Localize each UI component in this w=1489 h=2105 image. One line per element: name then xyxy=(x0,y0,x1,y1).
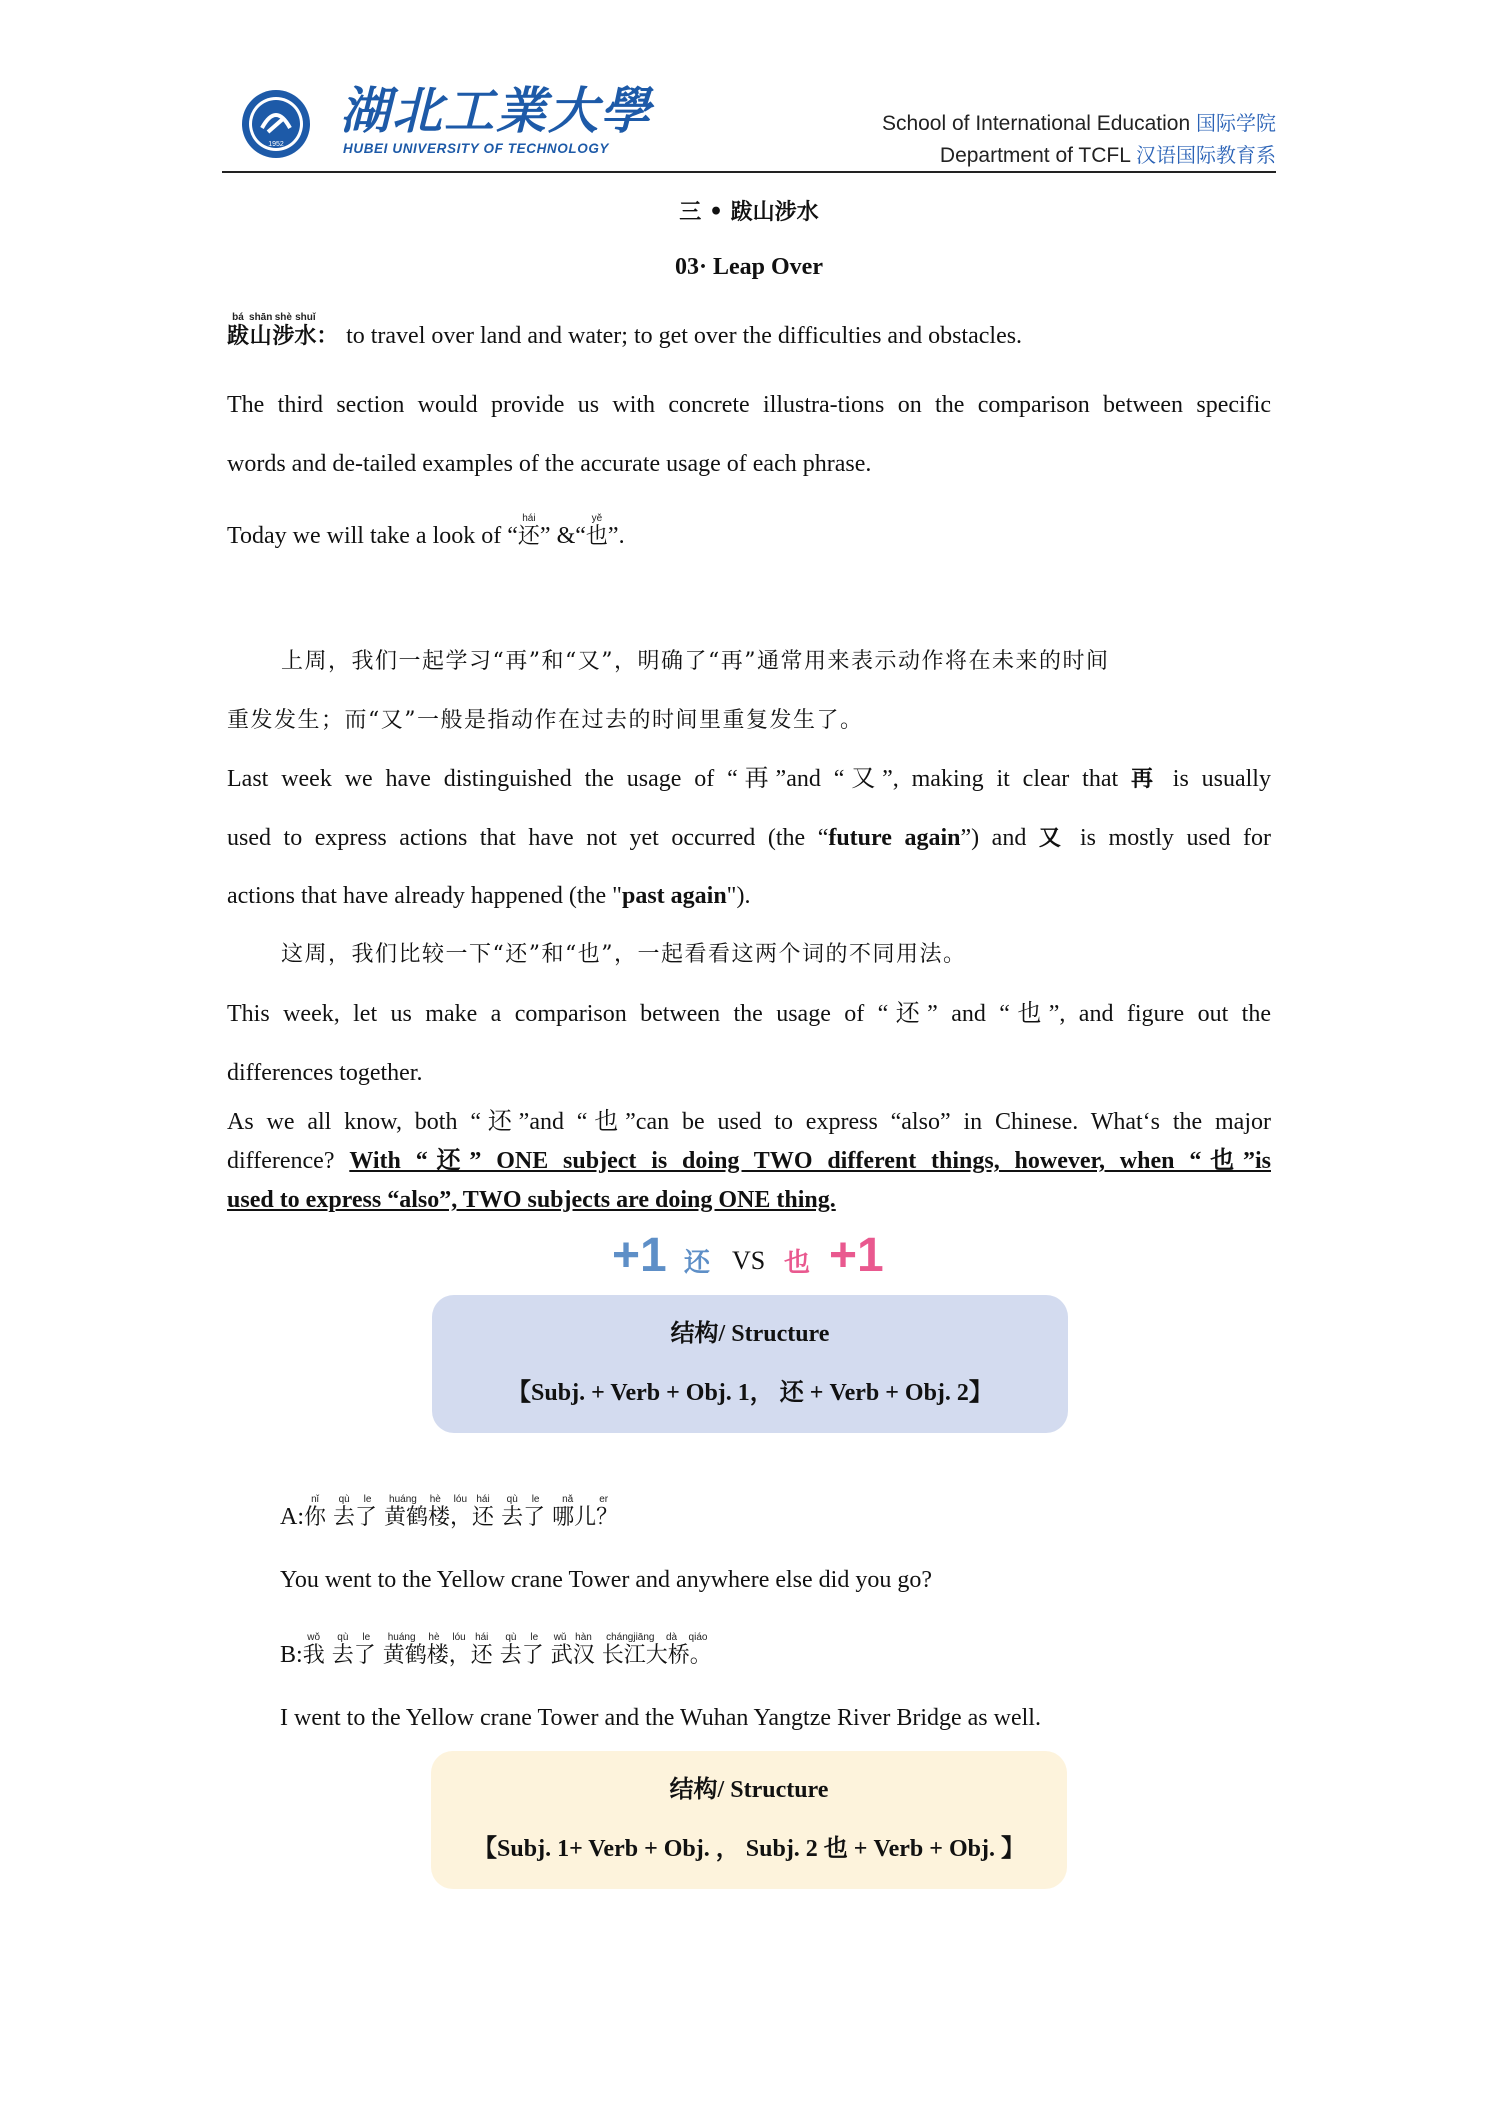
pinyin-word: 去了qù le xyxy=(501,1494,546,1530)
dialog-a-line xyxy=(280,1494,618,1533)
lastweek-en-line-1: Last week we have distinguished the usage of “再”and “又”, making it clear that 再 is usually xyxy=(227,766,1271,792)
ye-char: 也yě xyxy=(585,513,608,549)
section-title: 三 • 跋山涉水 xyxy=(679,199,819,225)
structure-ye-formula: 【Subj. 1+ Verb + Obj. ， Subj. 2 也 + Verb + Obj. 】 xyxy=(473,1836,1025,1862)
word-space xyxy=(325,1643,332,1668)
word-space xyxy=(494,1505,501,1530)
pinyin-word: 去了qù le xyxy=(333,1494,378,1530)
vs-ye: 也 xyxy=(784,1248,811,1278)
idiom-char: 水shuǐ xyxy=(294,312,317,349)
pinyin-word: 哪儿？nǎ er xyxy=(552,1494,619,1530)
subtitle: 03· Leap Over xyxy=(675,254,823,280)
vs-hai: 还 xyxy=(684,1248,711,1278)
school-cn: 国际学院 xyxy=(1196,111,1276,135)
university-name-en: HUBEI UNIVERSITY OF TECHNOLOGY xyxy=(343,141,610,156)
structure-hai-title: 结构/ Structure xyxy=(670,1321,830,1347)
lastweek-cn-line-1: 上周，我们一起学习“再”和“又”，明确了“再”通常用来表示动作将在未来的时间 xyxy=(281,649,1110,674)
lastweek-cn-line-2: 重发发生；而“又”一般是指动作在过去的时间里重复发生了。 xyxy=(227,708,864,733)
intro-line-1: The third section would provide us with concrete illustra-tions on the comparison between specific xyxy=(227,392,1271,418)
hai-vs-ye xyxy=(600,1228,900,1288)
word-space xyxy=(376,1643,383,1668)
department-cn: 汉语国际教育系 xyxy=(1136,143,1276,167)
department-line xyxy=(940,139,1276,168)
word-space xyxy=(544,1643,551,1668)
pinyin-word: 还hái xyxy=(472,1494,495,1530)
dialog-b-sentence xyxy=(302,1632,712,1668)
lastweek-en-line-3: actions that have already happened (the "past again"). xyxy=(227,883,751,909)
pinyin-word: 我wǒ xyxy=(302,1632,325,1668)
idiom-definition-text: to travel over land and water; to get over the difficulties and obstacles. xyxy=(346,323,1023,349)
department-en: Department of TCFL xyxy=(939,144,1131,167)
pinyin-word: 黄鹤楼，huáng hè lóu xyxy=(382,1632,471,1668)
pinyin-word: 去了qù le xyxy=(499,1632,544,1668)
header-divider xyxy=(222,171,1276,173)
word-space xyxy=(377,1505,384,1530)
pinyin-word: 你nǐ xyxy=(304,1494,327,1530)
idiom-char: 涉shè xyxy=(272,312,295,349)
intro-line-2: words and de-tailed examples of the accurate usage of each phrase. xyxy=(227,451,872,477)
word-space xyxy=(595,1643,602,1668)
dialog-b-line xyxy=(280,1632,712,1671)
thisweek-cn: 这周，我们比较一下“还”和“也”，一起看看这两个词的不同用法。 xyxy=(281,942,967,967)
structure-hai-formula: 【Subj. + Verb + Obj. 1， 还 + Verb + Obj. 2】 xyxy=(507,1380,993,1406)
idiom-char: 山shān xyxy=(249,312,273,349)
today-line: Today we will take a look of “还hái” &“也yě”. xyxy=(227,513,625,549)
word-space xyxy=(326,1505,333,1530)
hai-char: 还hái xyxy=(517,513,540,549)
dialog-a-label: A: xyxy=(280,1504,304,1530)
pinyin-word: 长江大桥。chángjiāng dà qiáo xyxy=(601,1632,712,1668)
explain-line-2: difference? With “还” ONE subject is doing TWO different things, however, when “也”is xyxy=(227,1148,1271,1174)
dialog-b-english: I went to the Yellow crane Tower and the Wuhan Yangtze River Bridge as well. xyxy=(280,1705,1041,1731)
pinyin-word: 武汉wǔ hàn xyxy=(550,1632,595,1668)
logo-year: 1952 xyxy=(268,141,284,148)
word-space xyxy=(493,1643,500,1668)
dialog-b-label: B: xyxy=(280,1642,303,1668)
idiom-definition: 跋bá山shān涉shè水shuǐ： to travel over land and water; to get over the difficulties and obstacles. xyxy=(227,312,1023,349)
pinyin-word: 黄鹤楼，huáng hè lóu xyxy=(384,1494,473,1530)
dialog-a-sentence xyxy=(304,1494,619,1530)
structure-ye-title: 结构/ Structure xyxy=(669,1777,829,1803)
school-line xyxy=(882,107,1276,136)
vs-label: VS xyxy=(732,1246,766,1275)
pinyin-word: 还hái xyxy=(470,1632,493,1668)
plus-one-left: +1 xyxy=(612,1229,667,1282)
thisweek-en-line-2: differences together. xyxy=(227,1060,423,1086)
pinyin-word: 去了qù le xyxy=(331,1632,376,1668)
lastweek-en-line-2: used to express actions that have not yet occurred (the “future again”) and 又 is mostly used for xyxy=(227,825,1271,851)
thisweek-en-line-1: This week, let us make a comparison between the usage of “还” and “也”, and figure out the xyxy=(227,1001,1271,1027)
structure-hai-box xyxy=(432,1295,1068,1433)
structure-ye-box xyxy=(431,1751,1067,1889)
explain-line-3: used to express “also”, TWO subjects are doing ONE thing. xyxy=(227,1187,836,1213)
explain-line-1: As we all know, both “还”and “也”can be used to express “also” in Chinese. What‘s the major xyxy=(227,1109,1271,1135)
university-name-cn: 湖北工業大學 xyxy=(340,81,652,140)
school-en: School of International Education xyxy=(881,112,1191,135)
dialog-a-english: You went to the Yellow crane Tower and anywhere else did you go? xyxy=(280,1567,932,1593)
plus-one-right: +1 xyxy=(829,1229,884,1282)
idiom-char: 跋bá xyxy=(227,312,250,349)
university-logo-icon xyxy=(240,88,312,160)
